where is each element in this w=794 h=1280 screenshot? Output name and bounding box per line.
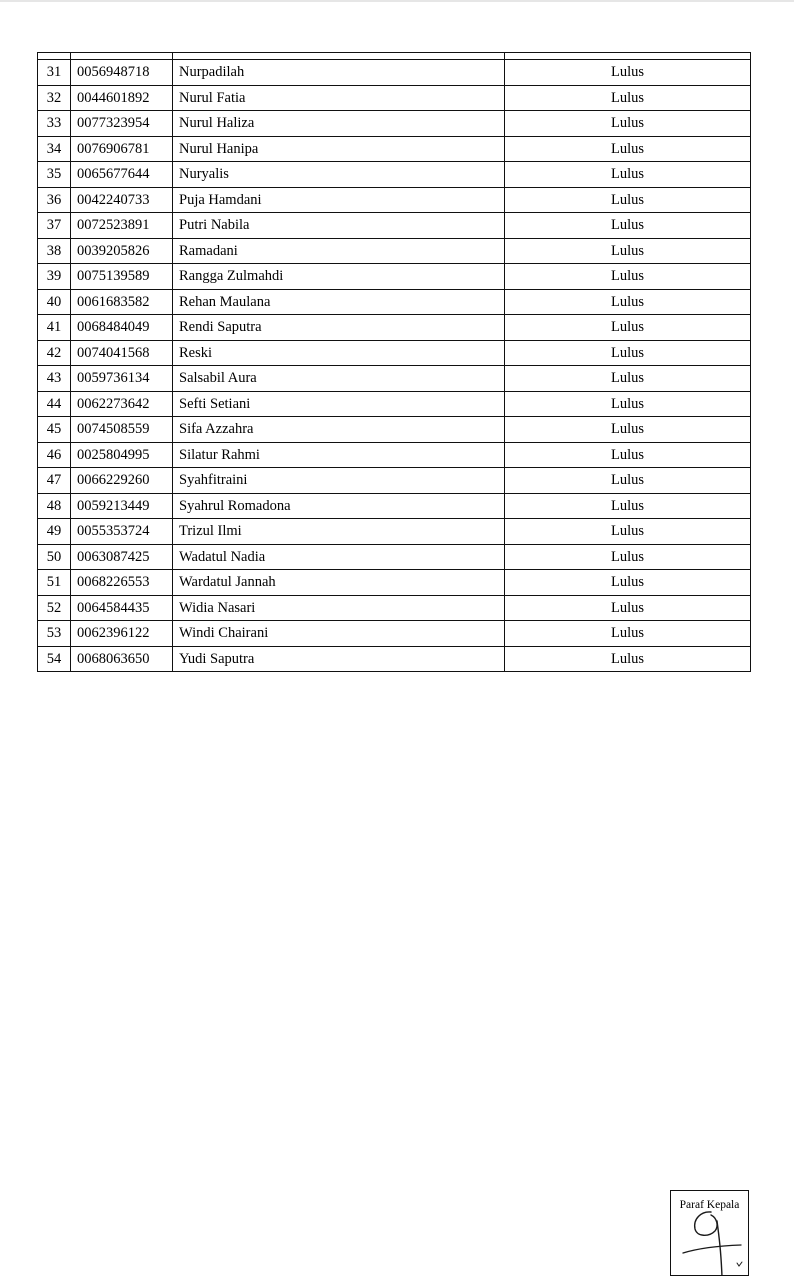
nisn-cell: 0066229260 xyxy=(71,468,173,494)
status-cell: Lulus xyxy=(505,442,751,468)
nisn-cell: 0062273642 xyxy=(71,391,173,417)
row-number-cell: 49 xyxy=(38,519,71,545)
row-number-cell: 33 xyxy=(38,111,71,137)
student-name-cell: Yudi Saputra xyxy=(173,646,505,672)
row-number-cell: 45 xyxy=(38,417,71,443)
status-cell: Lulus xyxy=(505,519,751,545)
table-row xyxy=(38,493,751,519)
table-body xyxy=(38,53,751,672)
student-name-cell: Wardatul Jannah xyxy=(173,570,505,596)
row-number-cell: 47 xyxy=(38,468,71,494)
row-number-cell: 53 xyxy=(38,621,71,647)
row-number-cell: 36 xyxy=(38,187,71,213)
status-cell: Lulus xyxy=(505,468,751,494)
status-cell: Lulus xyxy=(505,340,751,366)
row-number-cell: 54 xyxy=(38,646,71,672)
row-number-cell: 35 xyxy=(38,162,71,188)
table-row xyxy=(38,213,751,239)
table-row xyxy=(38,417,751,443)
student-name-cell: Trizul Ilmi xyxy=(173,519,505,545)
status-cell: Lulus xyxy=(505,570,751,596)
nisn-cell: 0068484049 xyxy=(71,315,173,341)
row-number-cell: 43 xyxy=(38,366,71,392)
table-row xyxy=(38,544,751,570)
row-number-cell: 32 xyxy=(38,85,71,111)
nisn-cell: 0062396122 xyxy=(71,621,173,647)
student-name-cell: Syahrul Romadona xyxy=(173,493,505,519)
header-cell-status xyxy=(505,53,751,60)
student-name-cell: Reski xyxy=(173,340,505,366)
table-row xyxy=(38,468,751,494)
nisn-cell: 0075139589 xyxy=(71,264,173,290)
table-row xyxy=(38,621,751,647)
table-header-stub xyxy=(38,53,751,60)
status-cell: Lulus xyxy=(505,85,751,111)
student-name-cell: Rendi Saputra xyxy=(173,315,505,341)
nisn-cell: 0044601892 xyxy=(71,85,173,111)
nisn-cell: 0025804995 xyxy=(71,442,173,468)
row-number-cell: 51 xyxy=(38,570,71,596)
student-name-cell: Nurul Fatia xyxy=(173,85,505,111)
status-cell: Lulus xyxy=(505,60,751,86)
status-cell: Lulus xyxy=(505,646,751,672)
nisn-cell: 0074508559 xyxy=(71,417,173,443)
status-cell: Lulus xyxy=(505,493,751,519)
table-row xyxy=(38,519,751,545)
table-row xyxy=(38,315,751,341)
nisn-cell: 0059213449 xyxy=(71,493,173,519)
student-name-cell: Nurul Hanipa xyxy=(173,136,505,162)
student-name-cell: Wadatul Nadia xyxy=(173,544,505,570)
row-number-cell: 31 xyxy=(38,60,71,86)
row-number-cell: 38 xyxy=(38,238,71,264)
status-cell: Lulus xyxy=(505,111,751,137)
table-row xyxy=(38,162,751,188)
status-cell: Lulus xyxy=(505,621,751,647)
student-name-cell: Rangga Zulmahdi xyxy=(173,264,505,290)
nisn-cell: 0063087425 xyxy=(71,544,173,570)
nisn-cell: 0074041568 xyxy=(71,340,173,366)
nisn-cell: 0042240733 xyxy=(71,187,173,213)
nisn-cell: 0059736134 xyxy=(71,366,173,392)
nisn-cell: 0039205826 xyxy=(71,238,173,264)
student-name-cell: Rehan Maulana xyxy=(173,289,505,315)
status-cell: Lulus xyxy=(505,162,751,188)
status-cell: Lulus xyxy=(505,366,751,392)
status-cell: Lulus xyxy=(505,391,751,417)
student-name-cell: Nuryalis xyxy=(173,162,505,188)
student-name-cell: Puja Hamdani xyxy=(173,187,505,213)
table-row xyxy=(38,340,751,366)
table-row xyxy=(38,646,751,672)
nisn-cell: 0056948718 xyxy=(71,60,173,86)
row-number-cell: 46 xyxy=(38,442,71,468)
student-name-cell: Sefti Setiani xyxy=(173,391,505,417)
table-row xyxy=(38,289,751,315)
table-row xyxy=(38,136,751,162)
table-row xyxy=(38,264,751,290)
nisn-cell: 0061683582 xyxy=(71,289,173,315)
row-number-cell: 44 xyxy=(38,391,71,417)
nisn-cell: 0068063650 xyxy=(71,646,173,672)
status-cell: Lulus xyxy=(505,315,751,341)
table-row xyxy=(38,85,751,111)
student-name-cell: Ramadani xyxy=(173,238,505,264)
table-row xyxy=(38,111,751,137)
status-cell: Lulus xyxy=(505,544,751,570)
table-row xyxy=(38,595,751,621)
paraf-label: Paraf Kepala xyxy=(679,1199,740,1211)
status-cell: Lulus xyxy=(505,595,751,621)
student-name-cell: Salsabil Aura xyxy=(173,366,505,392)
student-name-cell: Widia Nasari xyxy=(173,595,505,621)
signature-mark xyxy=(671,1191,749,1276)
row-number-cell: 34 xyxy=(38,136,71,162)
student-name-cell: Nurul Haliza xyxy=(173,111,505,137)
graduation-results-table xyxy=(37,52,751,672)
status-cell: Lulus xyxy=(505,417,751,443)
row-number-cell: 41 xyxy=(38,315,71,341)
row-number-cell: 40 xyxy=(38,289,71,315)
table-row xyxy=(38,187,751,213)
header-cell-nisn xyxy=(71,53,173,60)
header-cell-no xyxy=(38,53,71,60)
header-cell-name xyxy=(173,53,505,60)
row-number-cell: 50 xyxy=(38,544,71,570)
row-number-cell: 48 xyxy=(38,493,71,519)
nisn-cell: 0065677644 xyxy=(71,162,173,188)
student-name-cell: Putri Nabila xyxy=(173,213,505,239)
table-row xyxy=(38,238,751,264)
status-cell: Lulus xyxy=(505,136,751,162)
student-name-cell: Silatur Rahmi xyxy=(173,442,505,468)
student-name-cell: Windi Chairani xyxy=(173,621,505,647)
nisn-cell: 0072523891 xyxy=(71,213,173,239)
table-row xyxy=(38,366,751,392)
nisn-cell: 0068226553 xyxy=(71,570,173,596)
table-row xyxy=(38,391,751,417)
table-row xyxy=(38,570,751,596)
student-name-cell: Sifa Azzahra xyxy=(173,417,505,443)
table-row xyxy=(38,442,751,468)
status-cell: Lulus xyxy=(505,264,751,290)
student-name-cell: Nurpadilah xyxy=(173,60,505,86)
status-cell: Lulus xyxy=(505,187,751,213)
table-row xyxy=(38,60,751,86)
row-number-cell: 52 xyxy=(38,595,71,621)
page-top-edge xyxy=(0,0,794,2)
status-cell: Lulus xyxy=(505,213,751,239)
nisn-cell: 0064584435 xyxy=(71,595,173,621)
nisn-cell: 0055353724 xyxy=(71,519,173,545)
student-name-cell: Syahfitraini xyxy=(173,468,505,494)
nisn-cell: 0076906781 xyxy=(71,136,173,162)
row-number-cell: 42 xyxy=(38,340,71,366)
nisn-cell: 0077323954 xyxy=(71,111,173,137)
status-cell: Lulus xyxy=(505,238,751,264)
status-cell: Lulus xyxy=(505,289,751,315)
paraf-kepala-box xyxy=(670,1190,749,1276)
row-number-cell: 37 xyxy=(38,213,71,239)
row-number-cell: 39 xyxy=(38,264,71,290)
